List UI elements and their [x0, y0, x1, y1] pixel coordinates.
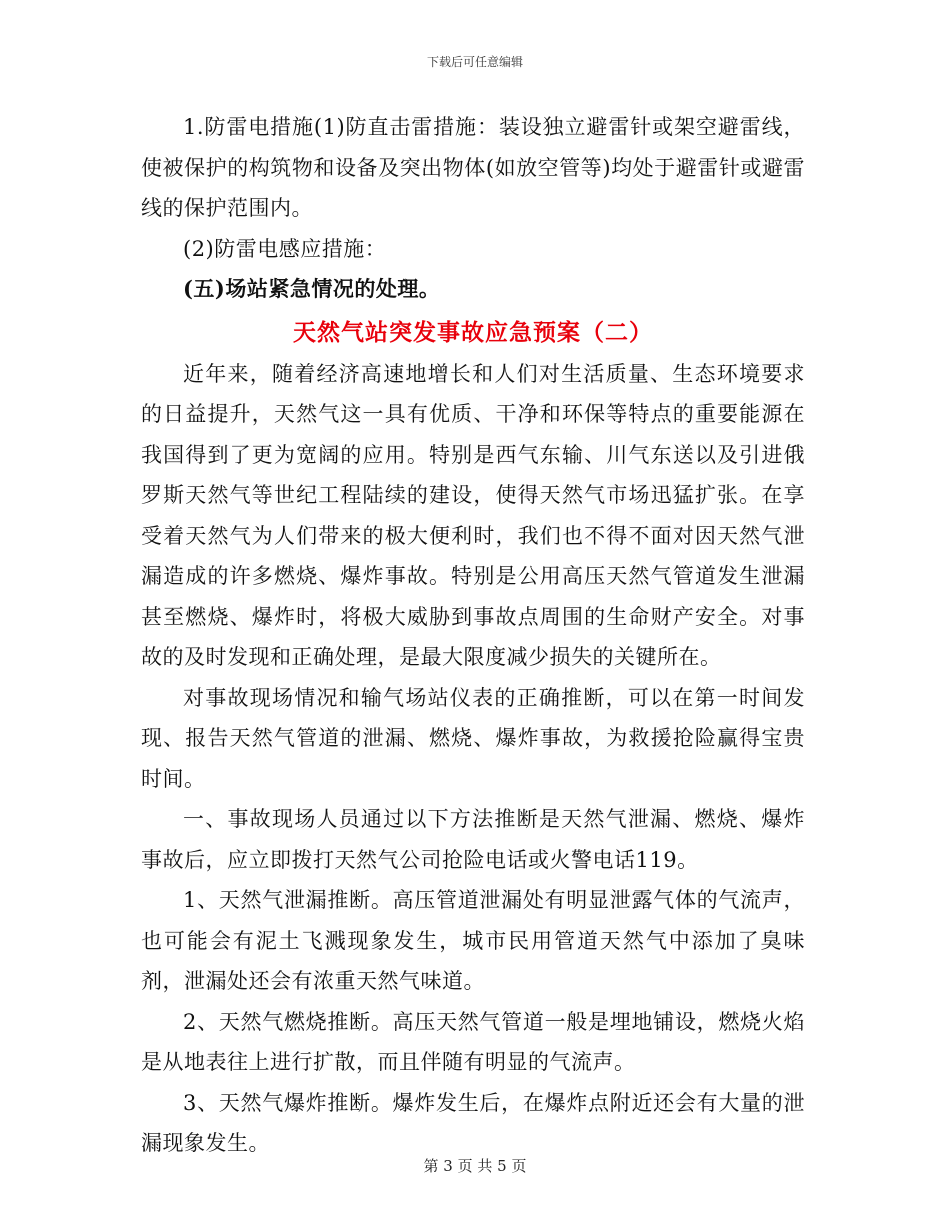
paragraph-induction-measures: (2)防雷电感应措施： — [183, 236, 387, 261]
section-title: 天然气站突发事故应急预案（二） — [293, 318, 653, 346]
paragraph-section-one: 一、事故现场人员通过以下方法推断是天然气泄漏、燃烧、爆炸事故后，应立即拨打天然气公司抢险电话或火警电话119。 — [141, 807, 805, 872]
page-footer-number: 第 3 页 共 5 页 — [423, 1157, 527, 1175]
paragraph-fire-judgement: 2、天然气燃烧推断。高压天然气管道一般是埋地铺设，燃烧火焰是从地表往上进行扩散，而且伴随有明显的气流声。 — [141, 1009, 805, 1074]
document-body — [141, 107, 805, 1164]
paragraph-judgement: 对事故现场情况和输气场站仪表的正确推断，可以在第一时间发现、报告天然气管道的泄漏、燃烧、爆炸事故，为救援抢险赢得宝贵时间。 — [141, 685, 805, 791]
paragraph-introduction: 近年来，随着经济高速地增长和人们对生活质量、生态环境要求的日益提升，天然气这一具有优质、干净和环保等特点的重要能源在我国得到了更为宽阔的应用。特别是西气东输、川气东送以及引进俄罗斯天然气等世纪工程陆续的建设，使得天然气市场迅猛扩张。在享受着天然气为人们带来的极大便利时，我们也不得不面对因天然气泄漏造成的许多燃烧、爆炸事故。特别是公用高压天然气管道发生泄漏甚至燃烧、爆炸时，将极大威胁到事故点周围的生命财产安全。对事故的及时发现和正确处理，是最大限度减少损失的关键所在。 — [141, 361, 805, 669]
page-header-note: 下载后可任意编辑 — [426, 55, 523, 69]
paragraph-emergency-handling: (五)场站紧急情况的处理。 — [183, 276, 441, 301]
paragraph-lightning-protection: 1.防雷电措施(1)防直击雷措施：装设独立避雷针或架空避雷线，使被保护的构筑物和设备及突出物体(如放空管等)均处于避雷针或避雷线的保护范围内。 — [141, 115, 805, 220]
paragraph-leak-judgement: 1、天然气泄漏推断。高压管道泄漏处有明显泄露气体的气流声，也可能会有泥土飞溅现象发生，城市民用管道天然气中添加了臭味剂，泄漏处还会有浓重天然气味道。 — [141, 888, 805, 993]
paragraph-explosion-judgement: 3、天然气爆炸推断。爆炸发生后，在爆炸点附近还会有大量的泄漏现象发生。 — [141, 1090, 805, 1155]
